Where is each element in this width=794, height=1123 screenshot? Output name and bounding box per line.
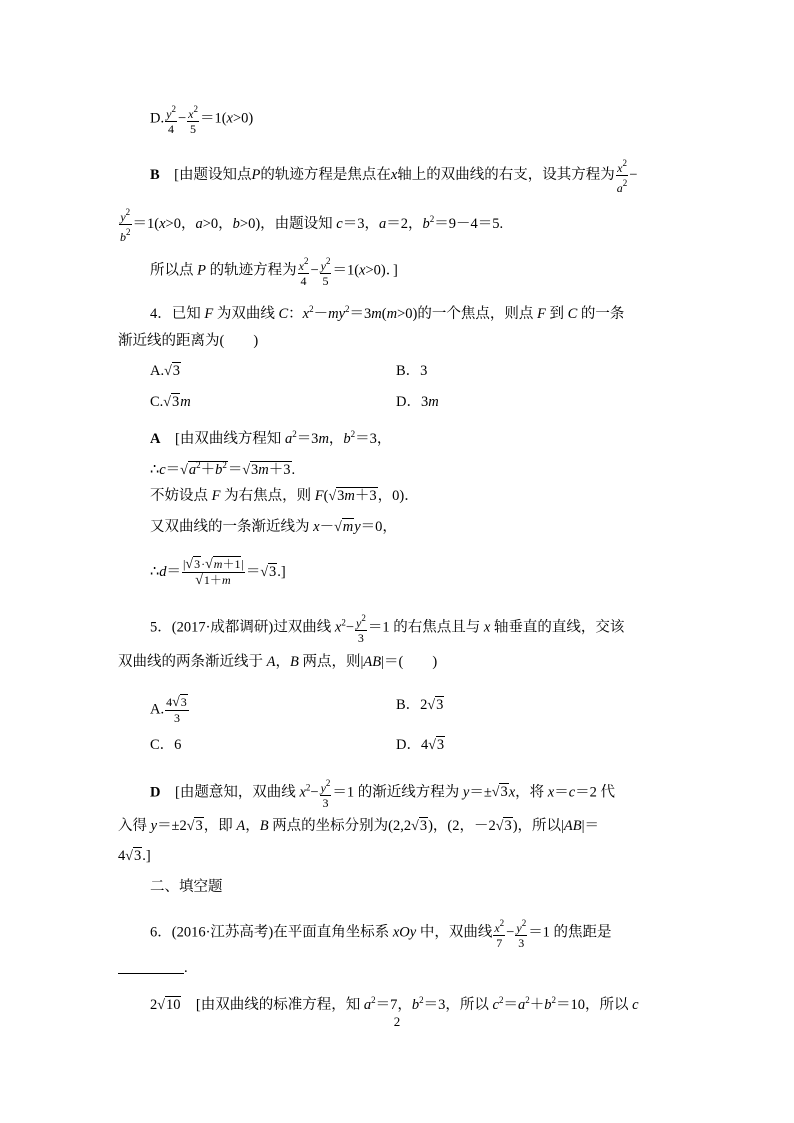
- q4-solution-line2: $\therefore c=√a^2+b^2=√3m+3$.: [150, 460, 296, 478]
- section-title: 二、填空题: [150, 879, 223, 895]
- q4-solution-line3: 不妨设点 F 为右焦点，则 F(√3m＋3，0)．: [150, 488, 419, 504]
- q3-solution-line2: $\frac{y^2}{b^2}$ ＝1(x>0，a>0，b>0)，由题设知 c＝3，a＝2，$b^2=9-4=5$.: [120, 207, 504, 244]
- q5-option-a: A. $\frac{4√3}{3}$: [150, 695, 187, 725]
- page-number: 2: [393, 1014, 401, 1029]
- q4-stem-line2: 渐近线的距离为( ): [118, 333, 259, 349]
- q5-option-c: C．6: [150, 737, 182, 753]
- q4-option-c: C.√3m: [150, 394, 191, 410]
- q6-stem-line2: .: [118, 958, 188, 978]
- q5-option-b: B．2√3: [396, 697, 444, 713]
- q5-stem-line1: 5．(2017·成都调研)过双曲线 $x^2-$ $\frac{y^2}{3}$ ＝1 的右焦点且与 x 轴垂直的直线，交该: [150, 613, 625, 645]
- q4-option-b: B．3: [396, 363, 428, 379]
- q4-solution-line5: ∴d＝ $\frac{|√3\cdot√m+1|}{√1+m}$ ＝√3.]: [150, 557, 286, 588]
- q4-solution-line1: A [由双曲线方程知 $a^2=3m$，$b^2=3$，: [150, 429, 392, 447]
- q5-stem-line2: 双曲线的两条渐近线于 A，B 两点，则|AB|＝( ): [118, 654, 438, 670]
- q5-solution-line1: D [由题意知，双曲线 $x^2-$ $\frac{y^2}{3}$ ＝1 的渐近线方程为 y＝±√3x，将 x＝c＝2 代: [150, 778, 616, 810]
- q5-solution-line3: 4√3.]: [118, 848, 151, 864]
- q3-solution-line3: 所以点 P 的轨迹方程为 $\frac{x^2}{4}$ − $\frac{y^2}{5}$ ＝1(x>0)．]: [150, 256, 398, 288]
- q3-solution-line1: B [由题设知点P的轨迹方程是焦点在x轴上的双曲线的右支，设其方程为 $\frac{x^2}{a^2}$ −: [150, 158, 638, 195]
- q3-option-d: D. $\frac{y^2}{4}$ − $\frac{x^2}{5}$ ＝1(x>0): [150, 104, 254, 136]
- q4-option-a: A.√3: [150, 363, 181, 379]
- q5-option-d: D．4√3: [396, 737, 445, 753]
- q5-solution-line2: 入得 y＝±2√3，即 A，B 两点的坐标分别为(2,2√3)，(2，－2√3)，所以|AB|＝: [118, 818, 600, 834]
- q4-stem-line1: 4．已知 F 为双曲线 C：$x^2-my^2=3m(m>0)$的一个焦点，则点 F 到 C 的一条: [150, 304, 625, 322]
- q4-solution-line4: 又双曲线的一条渐近线为 x－√my＝0，: [150, 519, 397, 535]
- q4-option-d: D．3m: [396, 394, 439, 410]
- q6-stem-line1: 6．(2016·江苏高考)在平面直角坐标系 xOy 中，双曲线 $\frac{x^2}{7}$ − $\frac{y^2}{3}$ ＝1 的焦距是: [150, 918, 612, 950]
- q6-solution-line1: 2√10 [由双曲线的标准方程，知 $a^2=7$，$b^2=3$，所以 $c^2=a^2+b^2=10$，所以 c: [150, 995, 639, 1013]
